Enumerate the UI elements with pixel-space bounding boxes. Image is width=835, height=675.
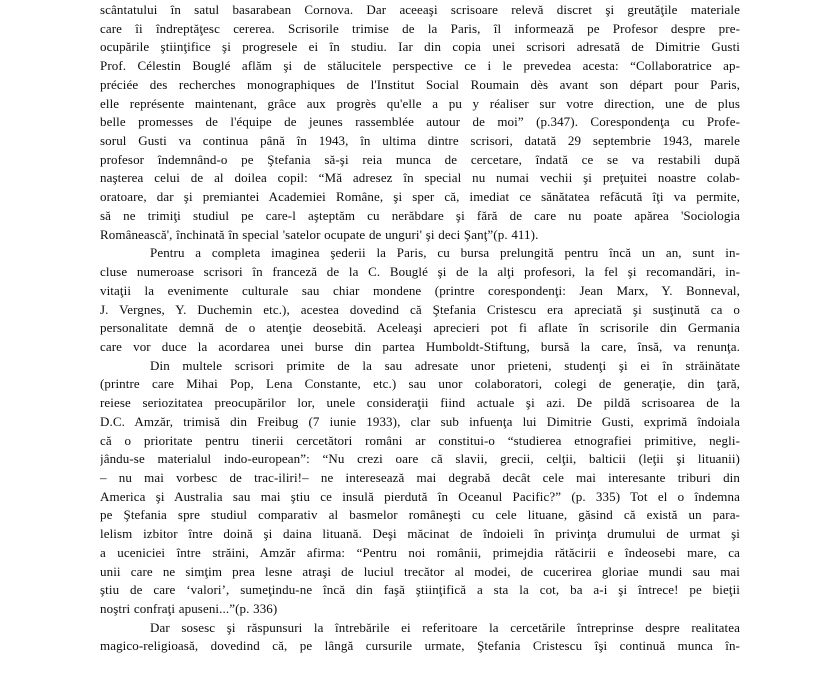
text-line: scântatului în satul basarabean Cornova. Dar aceeaşi scrisoare relevă discret şi greutăţile materiale [100,2,740,17]
text-line: care vor duce la acordarea unei burse din partea Humboldt-Stiftung, bursă la care, însă, va renunţa. [100,338,740,354]
text-line: préciée des recherches monographiques de l'Institut Social Roumain dès avant son départ pour Paris, [100,76,740,92]
text-line: lelism izbitor între doină şi daina lituană. Deşi măcinat de îndoieli în privinţa drumului de urmat şi [100,526,740,542]
text-line: America şi Australia sau mai ştiu ce insulă pierdută în Oceanul Pacific?” (p. 335) Tot el o îndemna [100,488,740,504]
text-line: jându-se materialul indo-european”: “Nu crezi oare că slavii, grecii, celţii, balticii (leţii şi lituanii) [100,451,740,467]
text-line: sorul Gusti va continua până în 1943, în ultima dintre scrisori, datată 29 septembrie 1943, marele [100,133,740,149]
text-line: belle promesses de l'équipe de jeunes rassemblée autour de moi” (p.347). Corespondenţa cu Profe- [100,114,740,130]
text-line: a uceniciei între străini, Amzăr afirma: “Pentru noi românii, primejdia rătăcirii e îndeosebi mare, ca [100,544,740,560]
text-line: care îi îndreptăţesc cererea. Scrisorile trimise de la Paris, îl informează pe Profesor despre pre- [100,20,740,36]
text-line: unii care ne simţim prea lesne atraşi de luciul trecător al modei, de cucerirea gloriae mundi sau mai [100,563,740,579]
text-line: Dar sosesc şi răspunsuri la întrebările ei referitoare la cercetările întreprinse despre realitatea [150,619,740,635]
text-line: oratoare, dar şi premiantei Academiei Române, şi sper că, imediat ce sănătatea refăcută îţi va permite, [100,189,740,205]
text-line: D.C. Amzăr, trimisă din Freibug (7 iunie 1933), clar sub infuenţa lui Dimitrie Gusti, exprimă îndoiala [100,413,740,429]
text-line: (printre care Mihai Pop, Lena Constante, etc.) sau unor colaboratori, colegi de generaţie, din ţară, [100,376,740,392]
text-line: profesor îndemnând-o pe Ştefania să-şi reia munca de cercetare, îndată ce se va restabili după [100,151,740,167]
text-line: că o prioritate pentru tinerii cercetători români ar constitui-o “studierea etnografiei primitive, negli- [100,432,740,448]
text-line: naşterea celui de al doilea copil: “Mă adresez în special nu numai vechii şi preţuitei noastre colab- [100,170,740,186]
paragraph [100,357,740,619]
text-line: cluse numeroase scrisori în franceză de la C. Bouglé şi de la alţi profesori, la fel şi recomandări, in- [100,264,740,280]
text-line: Prof. Célestin Bouglé aflăm şi de stălucitele perspective ce i le prevedea acesta: “Collaboratrice ap- [100,58,740,74]
paragraph [100,619,740,656]
text-line: – nu mai vorbesc de trac-iliri!– ne interesează mai degrabă decât cele mai interesante triburi din [100,469,740,485]
text-line: magico-religioasă, dovedind că, pe lângă cursurile urmate, Ştefania Cristescu îşi continuă munca în- [100,638,740,654]
text-line: ocupările ştiinţifice şi progresele ei în studiu. Iar din copia unei scrisori adresată de Dimitrie Gusti [100,39,740,55]
text-line: Românească', închinată în special 'satelor ocupate de unguri' şi deci Şanţ”(p. 411). [100,226,539,242]
paragraph [100,1,740,244]
text-block [100,1,740,656]
text-line: pe Ştefania spre studiul comparativ al basmelor româneşti cu cele lituane, găsind că există un para- [100,507,740,523]
paragraph [100,244,740,356]
text-line: elle représente maintenant, grâce aux progrès qu'elle a pu y réaliser sur votre direction, une de plus [100,95,740,111]
text-line: ştiu de care ʻvaloriʼ, sumeţindu-ne încă din faşă ştiinţifică a sta la cot, ba a-i şi întrece! pe bieţii [100,582,740,598]
text-line: să ne trimiţi studiul pe care-l aşteptăm cu nerăbdare şi fără de care nu poate apărea 'Sociologia [100,207,740,223]
text-line: reiese seriozitatea preocupărilor lor, unele consideraţii fiind actuale şi azi. De pildă scrisoarea de la [100,395,740,411]
text-line: Din multele scrisori primite de la sau adresate unor prieteni, studenţi şi ei în străinătate [150,357,740,373]
text-line: personalitate demnă de o atenţie deosebită. Aceleaşi aprecieri pot fi aflate în scrisorile din Germania [100,320,740,336]
text-line: J. Vergnes, Y. Duchemin etc.), acestea dovedind că Ştefania Cristescu era apreciată şi susţinută ca o [100,301,740,317]
text-line: vitaţii la evenimente culturale sau chiar mondene (printre corespondenţi: Jean Marx, Y. Bonneval, [100,282,740,298]
text-line: noştri confraţi apuseni...”(p. 336) [100,601,278,616]
text-line: Pentru a completa imaginea şederii la Paris, cu bursa prelungită pentru încă un an, sunt in- [150,245,740,261]
